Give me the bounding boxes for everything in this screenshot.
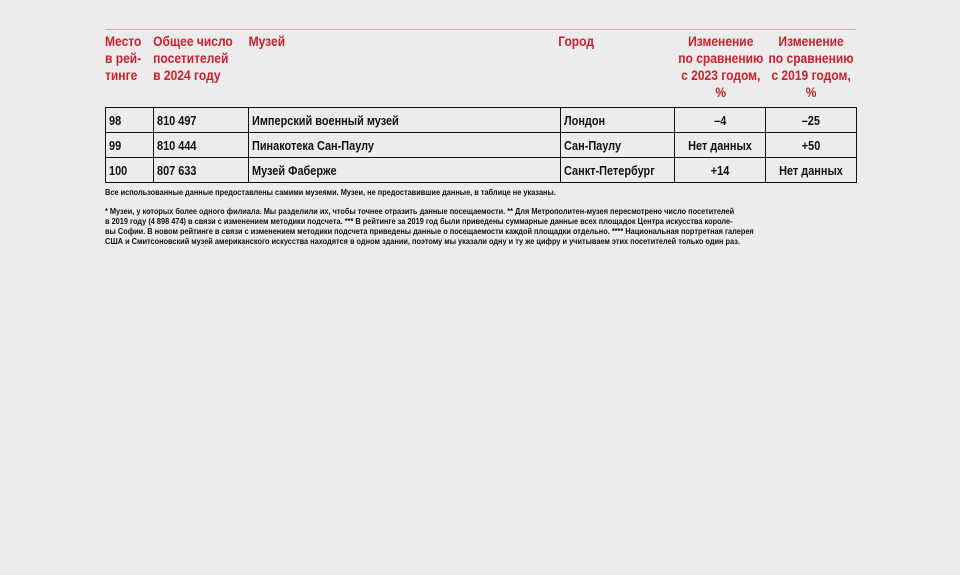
cell-change-2019: Нет данных — [766, 158, 857, 183]
cell-change-2019: –25 — [766, 108, 857, 133]
header-city: Город — [558, 33, 595, 49]
cell-visitors: 810 497 — [154, 108, 249, 133]
cell-city: Лондон — [561, 108, 675, 133]
table-row — [106, 158, 857, 183]
cell-museum: Пинакотека Сан-Паулу — [249, 133, 561, 158]
cell-rank: 98 — [106, 108, 154, 133]
cell-city: Сан-Паулу — [561, 133, 675, 158]
header-total-visitors: Общее число посетителей в 2024 году — [153, 33, 233, 83]
cell-museum: Музей Фаберже — [249, 158, 561, 183]
header-change-2019: Изменение по сравнению с 2019 годом, % — [768, 33, 854, 100]
cell-change-2023: Нет данных — [675, 133, 766, 158]
footnote-line: в 2019 году (4 898 474) в связи с изменением методики подсчета. *** В рейтинге за 2019 год были приведены суммарные данные всех площадок Центра искусства короле- — [105, 216, 733, 226]
cell-rank: 99 — [106, 133, 154, 158]
cell-rank: 100 — [106, 158, 154, 183]
cell-change-2023: –4 — [675, 108, 766, 133]
cell-museum: Имперский военный музей — [249, 108, 561, 133]
cell-change-2023: +14 — [675, 158, 766, 183]
table-row — [106, 108, 857, 133]
table-header — [105, 30, 856, 106]
table-row — [106, 133, 857, 158]
header-museum: Музей — [248, 33, 286, 49]
cell-visitors: 807 633 — [154, 158, 249, 183]
cell-city: Санкт-Петербург — [561, 158, 675, 183]
footnote-line: США и Смитсоновский музей американского искусства находятся в одном здании, поэтому мы указали одну и ту же цифру и учитываем этих посетителей только один раз. — [105, 236, 740, 246]
cell-visitors: 810 444 — [154, 133, 249, 158]
source-note: Все использованные данные предоставлены самими музеями. Музеи, не предоставившие данные, в таблице не указаны. — [105, 187, 556, 197]
ranking-table — [105, 107, 857, 183]
museum-ranking-section — [105, 29, 856, 246]
footnotes — [105, 206, 856, 246]
footnote-line: вы Софии. В новом рейтинге в связи с изменением методики подсчета приведены данные о посещаемости каждой площадки отдельно. **** Национальная портретная галерея — [105, 226, 754, 236]
cell-change-2019: +50 — [766, 133, 857, 158]
footnote-line: * Музеи, у которых более одного филиала. Мы разделили их, чтобы точнее отразить данные посещаемости. ** Для Метрополитен-музея пересмотрено число посетителей — [105, 206, 735, 216]
header-rank: Место в рей- тинге — [105, 33, 142, 83]
header-change-2023: Изменение по сравнению с 2023 годом, % — [678, 33, 764, 100]
